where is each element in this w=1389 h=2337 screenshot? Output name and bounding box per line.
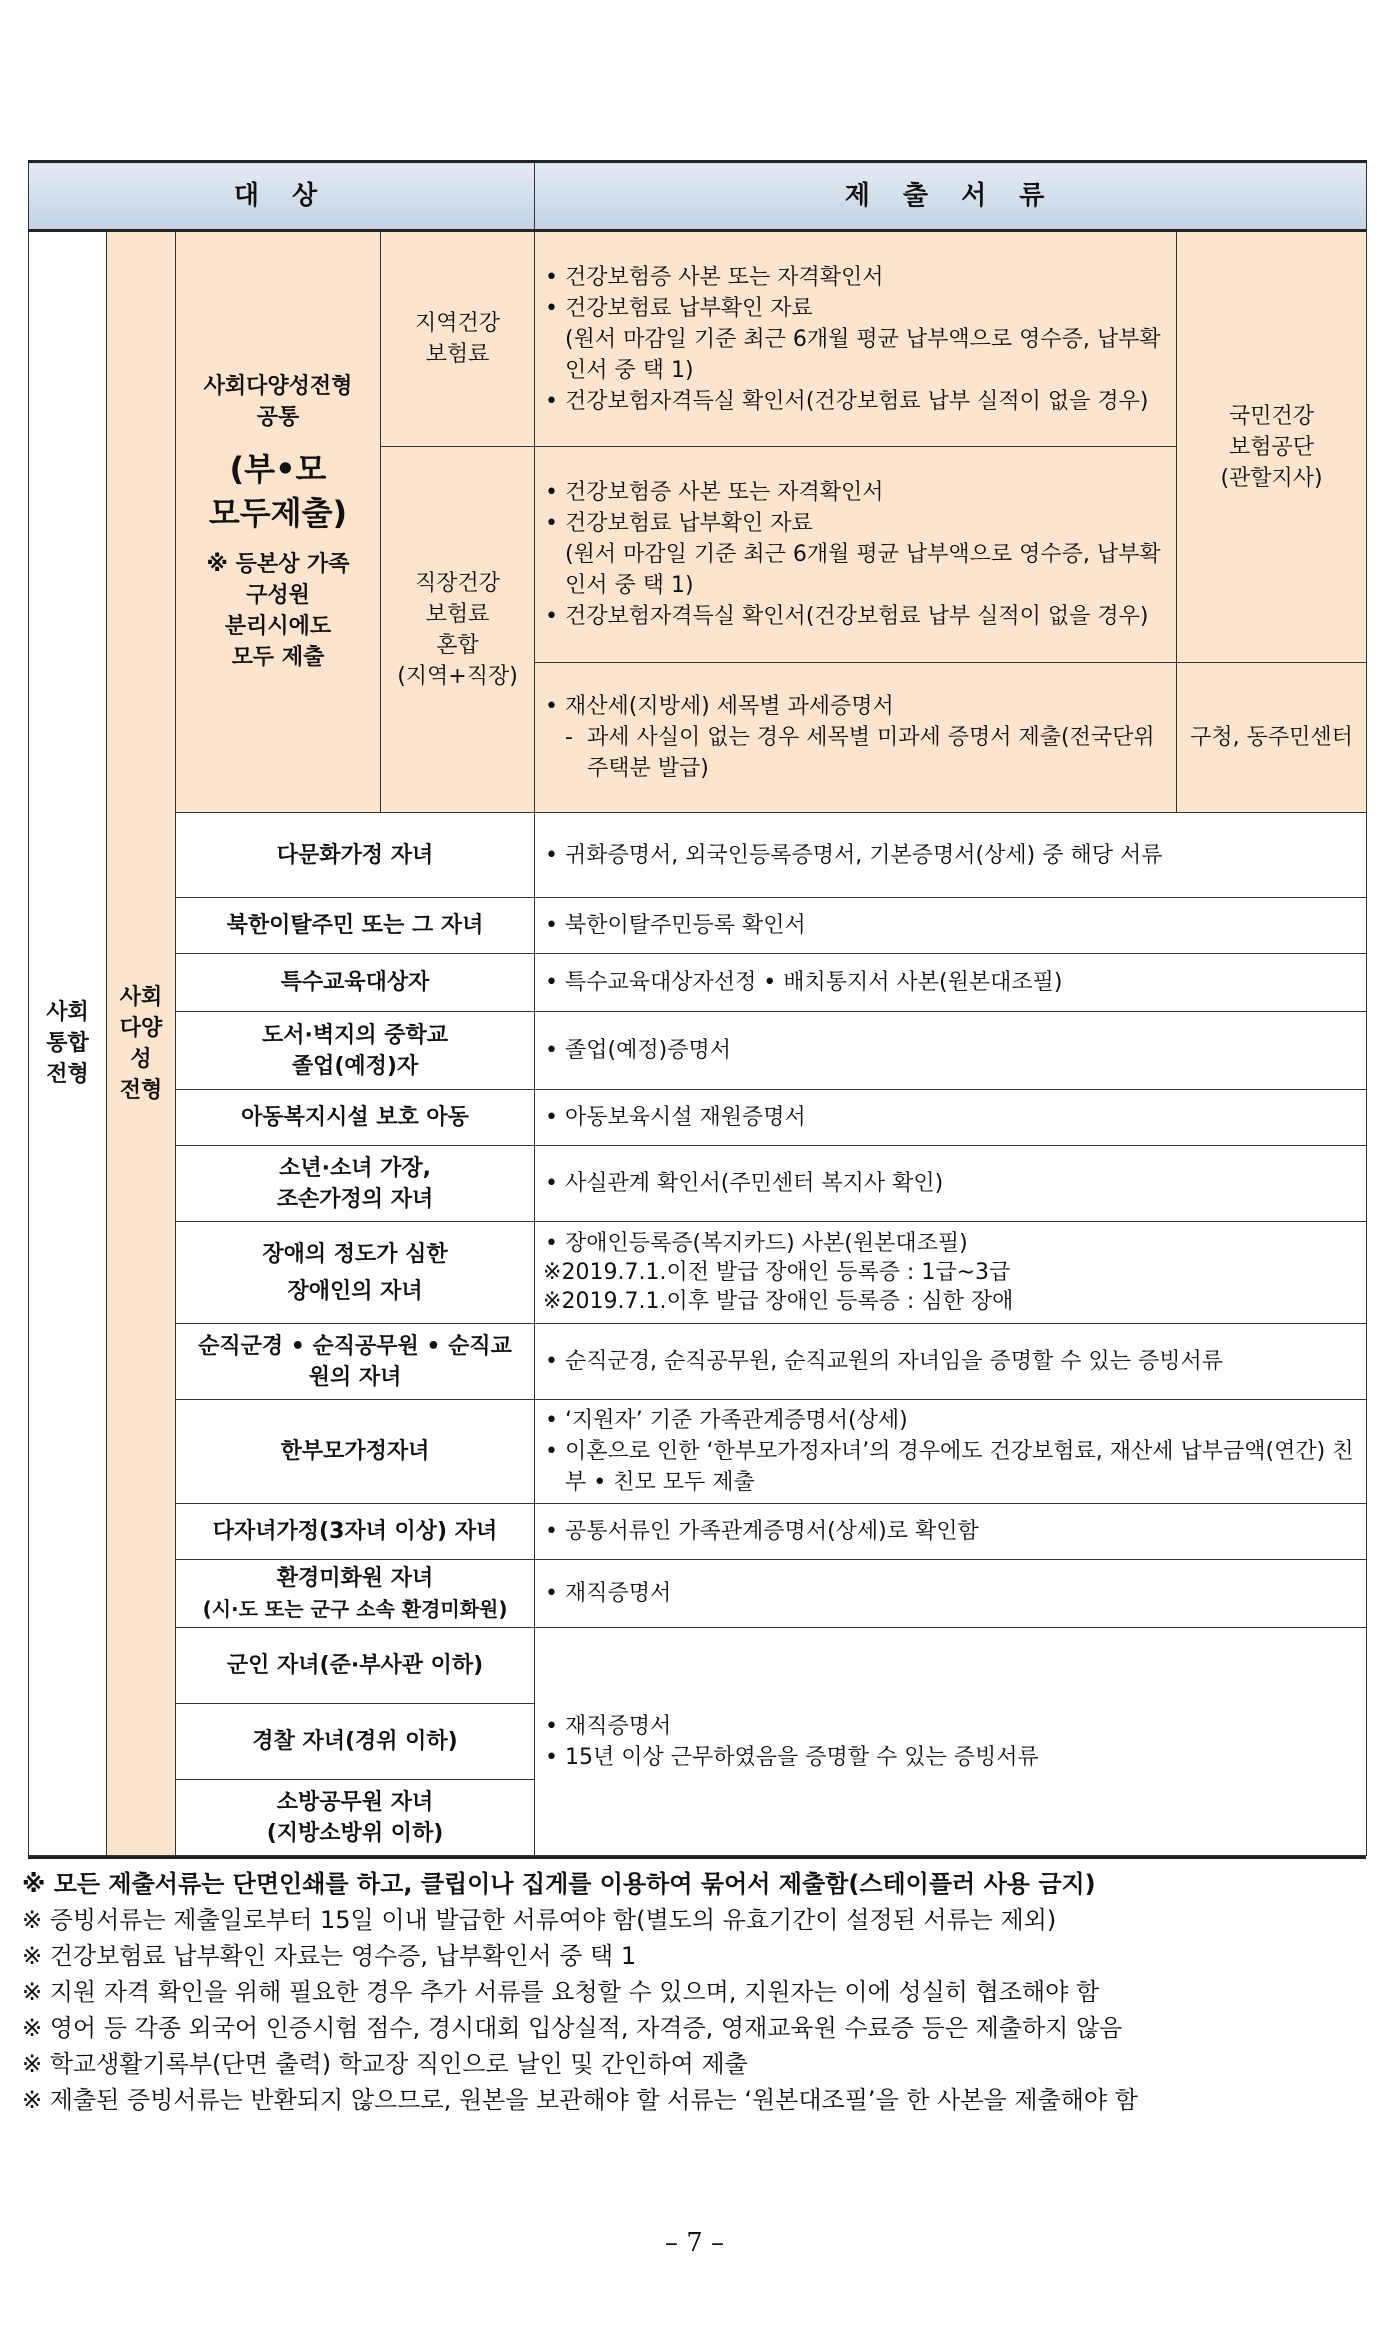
document-table [28,160,1367,1856]
note-item: ※ 제출된 증빙서류는 반환되지 않으므로, 원본을 보관해야 할 서류는 ‘원본대조필’을 한 사본을 제출해야 함 [22,2086,1138,2114]
issuer-district-office: 구청, 동주민센터 [1177,663,1367,813]
issuer-nhis: 국민건강 보험공단 (관할지사) [1177,231,1367,663]
table-row: 다자녀가정(3자녀 이상) 자녀 • 공통서류인 가족관계증명서(상세)로 확인함 [29,1504,1367,1560]
header-docs: 제 출 서 류 [535,162,1367,231]
table-row: 소년·소녀 가장, 조손가정의 자녀 • 사실관계 확인서(주민센터 복지사 확인) [29,1146,1367,1222]
table-row: 특수교육대상자 • 특수교육대상자선정 • 배치통지서 사본(원본대조필) [29,954,1367,1012]
note-item: ※ 학교생활기록부(단면 출력) 학교장 직인으로 날인 및 간인하여 제출 [22,2050,748,2078]
table-row: 북한이탈주민 또는 그 자녀 • 북한이탈주민등록 확인서 [29,898,1367,954]
table-bottom-rule [28,1856,1366,1859]
category-social-diversity: 사회 다양 성 전형 [107,231,176,1856]
table-row: 순직군경 • 순직공무원 • 순직교 원의 자녀 • 순직군경, 순직공무원, 순직교원의 자녀임을 증명할 수 있는 증빙서류 [29,1324,1367,1400]
regional-insurance-label: 지역건강 보험료 [381,231,535,447]
table-row: 장애의 정도가 심한 장애인의 자녀 • 장애인등록증(복지카드) 사본(원본대조필) ※2019.7.1.이전 발급 장애인 등록증 : 1급~3급 ※2019.7.1.이후 발급 장애인 등록증 : 심한 장애 [29,1222,1367,1324]
note-item: ※ 건강보험료 납부확인 자료는 영수증, 납부확인서 중 택 1 [22,1942,637,1970]
workplace-insurance-label: 직장건강 보험료 혼합 (지역+직장) [381,447,535,813]
table-row: 경찰 자녀(경위 이하) [29,1704,1367,1780]
common-target: 사회다양성전형 공통 (부•모 모두제출) ※ 등본상 가족 구성원 분리시에도 모두 제출 [176,231,381,813]
table-row: 소방공무원 자녀 (지방소방위 이하) [29,1780,1367,1856]
table-row: 환경미화원 자녀 (시·도 또는 군구 소속 환경미화원) • 재직증명서 [29,1560,1367,1628]
shared-docs: • 재직증명서 • 15년 이상 근무하였음을 증명할 수 있는 증빙서류 [535,1628,1367,1856]
table-row: 도서·벽지의 중학교 졸업(예정)자 • 졸업(예정)증명서 [29,1012,1367,1090]
note-item: ※ 지원 자격 확인을 위해 필요한 경우 추가 서류를 요청할 수 있으며, 지원자는 이에 성실히 협조해야 함 [22,1978,1100,2006]
category-social-integration: 사회 통합 전형 [29,231,107,1856]
table-header [29,162,1367,231]
header-target: 대 상 [29,162,535,231]
table-row: 아동복지시설 보호 아동 • 아동보육시설 재원증명서 [29,1090,1367,1146]
note-item: ※ 모든 제출서류는 단면인쇄를 하고, 클립이나 집게를 이용하여 묶어서 제출함(스테이플러 사용 금지) [22,1870,1096,1898]
notes [22,1866,1362,2118]
regional-insurance-docs: • 건강보험증 사본 또는 자격확인서 • 건강보험료 납부확인 자료 (원서 마감일 기준 최근 6개월 평균 납부액으로 영수증, 납부확인서 중 택 1) • 건강보험자격득실 확인서(건강보험료 납부 실적이 없을 경우) [535,231,1177,447]
page-number: – 7 – [664,2228,725,2258]
workplace-insurance-docs: • 건강보험증 사본 또는 자격확인서 • 건강보험료 납부확인 자료 (원서 마감일 기준 최근 6개월 평균 납부액으로 영수증, 납부확인서 중 택 1) • 건강보험자격득실 확인서(건강보험료 납부 실적이 없을 경우) [535,447,1177,663]
note-item: ※ 영어 등 각종 외국어 인증시험 점수, 경시대회 입상실적, 자격증, 영재교육원 수료증 등은 제출하지 않음 [22,2014,1123,2042]
property-tax-docs: • 재산세(지방세) 세목별 과세증명서 - 과세 사실이 없는 경우 세목별 미과세 증명서 제출(전국단위 주택분 발급) [535,663,1177,813]
table-row: 군인 자녀(준·부사관 이하) • 재직증명서 • 15년 이상 근무하였음을 증명할 수 있는 증빙서류 [29,1628,1367,1704]
table-row: 한부모가정자녀 • ‘지원자’ 기준 가족관계증명서(상세) • 이혼으로 인한 ‘한부모가정자녀’의 경우에도 건강보험료, 재산세 납부금액(연간) 친부 • 친모 모두 제출 [29,1400,1367,1504]
note-item: ※ 증빙서류는 제출일로부터 15일 이내 발급한 서류여야 함(별도의 유효기간이 설정된 서류는 제외) [22,1906,1057,1934]
table-row: 다문화가정 자녀 • 귀화증명서, 외국인등록증명서, 기본증명서(상세) 중 해당 서류 [29,813,1367,898]
